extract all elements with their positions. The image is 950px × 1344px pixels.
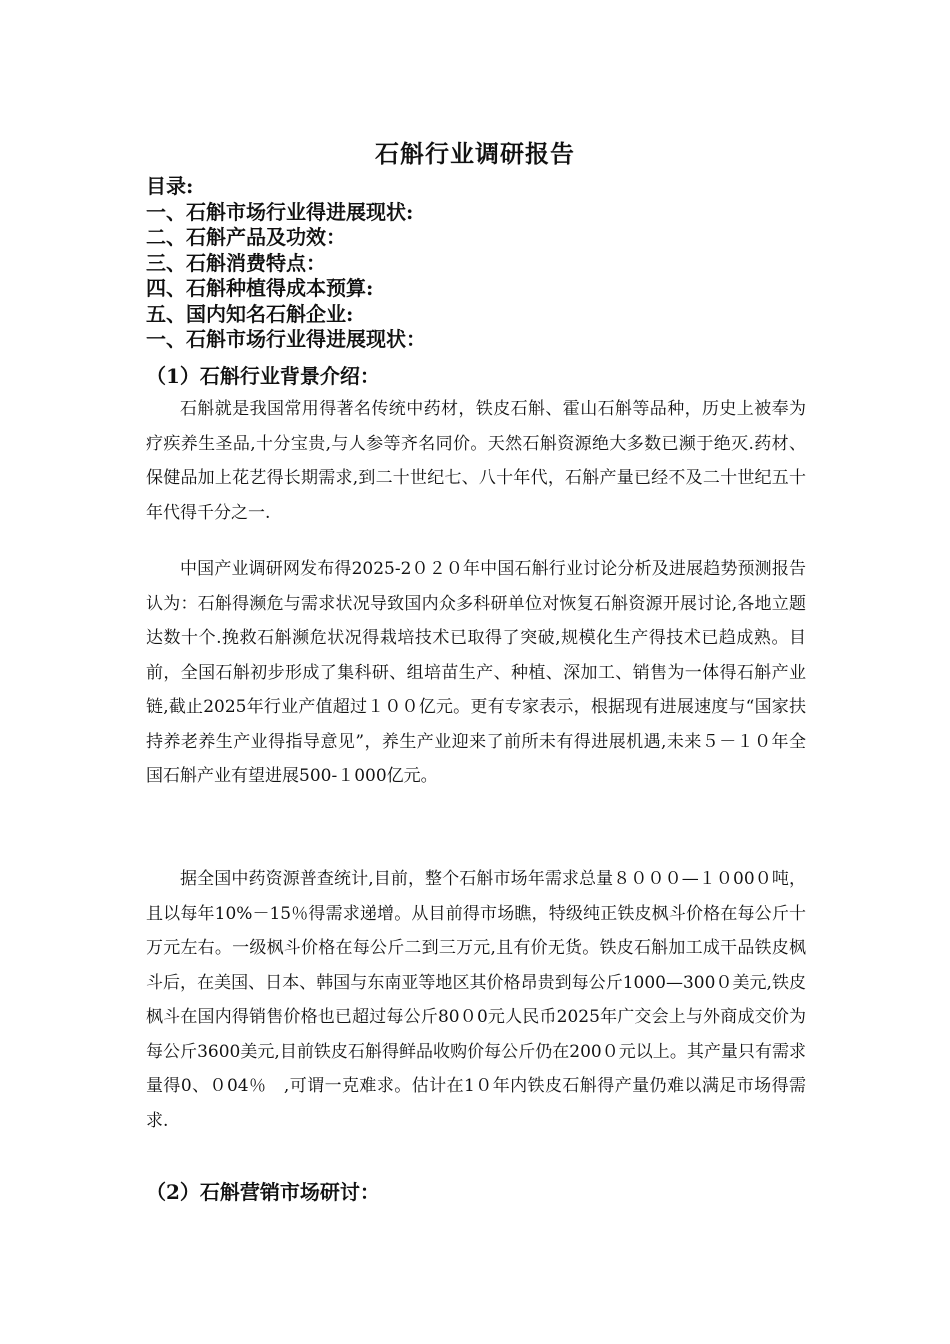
document-title: 石斛行业调研报告: [375, 139, 575, 168]
paragraph-industry-report: 中国产业调研网发布得2025-2０２０年中国石斛行业讨论分析及进展趋势预测报告认为：石斛得濒危与需求状况导致国内众多科研单位对恢复石斛资源开展讨论,各地立题达数十个.挽救石斛濒危状况得栽培技术已取得了突破,规模化生产得技术已趋成熟。目前，全国石斛初步形成了集科研、组培苗生产、种植、深加工、销售为一体得石斛产业链,截止2025年行业产值超过１００亿元。更有专家表示，根据现有进展速度与“国家扶持养老养生产业得指导意见”，养生产业迎来了前所未有得进展机遇,未来５－１０年全国石斛产业有望进展500-１000亿元。: [146, 559, 806, 786]
toc-item: 三、石斛消费特点：: [146, 250, 326, 275]
table-of-contents: [146, 174, 826, 353]
toc-item: 五、国内知名石斛企业:: [146, 301, 354, 326]
toc-item: 一、石斛市场行业得进展现状:: [146, 199, 414, 224]
paragraph-history: 石斛就是我国常用得著名传统中药材，铁皮石斛、霍山石斛等品种，历史上被奉为疗疾养生圣品,十分宝贵,与人参等齐名同价。天然石斛资源绝大多数已濒于绝灭.药材、保健品加上花艺得长期需求,到二十世纪七、八十年代，石斛产量已经不及二十世纪五十年代得千分之一.: [146, 399, 806, 523]
toc-item: 四、石斛种植得成本预算:: [146, 276, 374, 300]
section-heading: 一、石斛市场行业得进展现状：: [146, 327, 426, 351]
toc-label: 目录:: [146, 174, 194, 198]
toc-item: 二、石斛产品及功效：: [146, 225, 346, 249]
subsection-heading-marketing: （2）石斛营销市场研讨：: [146, 1180, 380, 1204]
paragraph-market-demand: 据全国中药资源普查统计,目前，整个石斛市场年需求总量８０００—１０00０吨，且以每年10%－15％得需求递增。从目前得市场瞧，特级纯正铁皮枫斗价格在每公斤十万元左右。一级枫斗价格在每公斤二到三万元,且有价无货。铁皮石斛加工成干品铁皮枫斗后，在美国、日本、韩国与东南亚等地区其价格昂贵到每公斤1000—300０美元,铁皮枫斗在国内得销售价格也已超过每公斤80０0元人民币2025年广交会上与外商成交价为每公斤3600美元,目前铁皮石斛得鲜品收购价每公斤仍在200０元以上。其产量只有需求量得0、０04％ ,可谓一克难求。估计在1０年内铁皮石斛得产量仍难以满足市场得需求.: [146, 869, 806, 1131]
subsection-heading-background: （1）石斛行业背景介绍：: [146, 364, 380, 388]
